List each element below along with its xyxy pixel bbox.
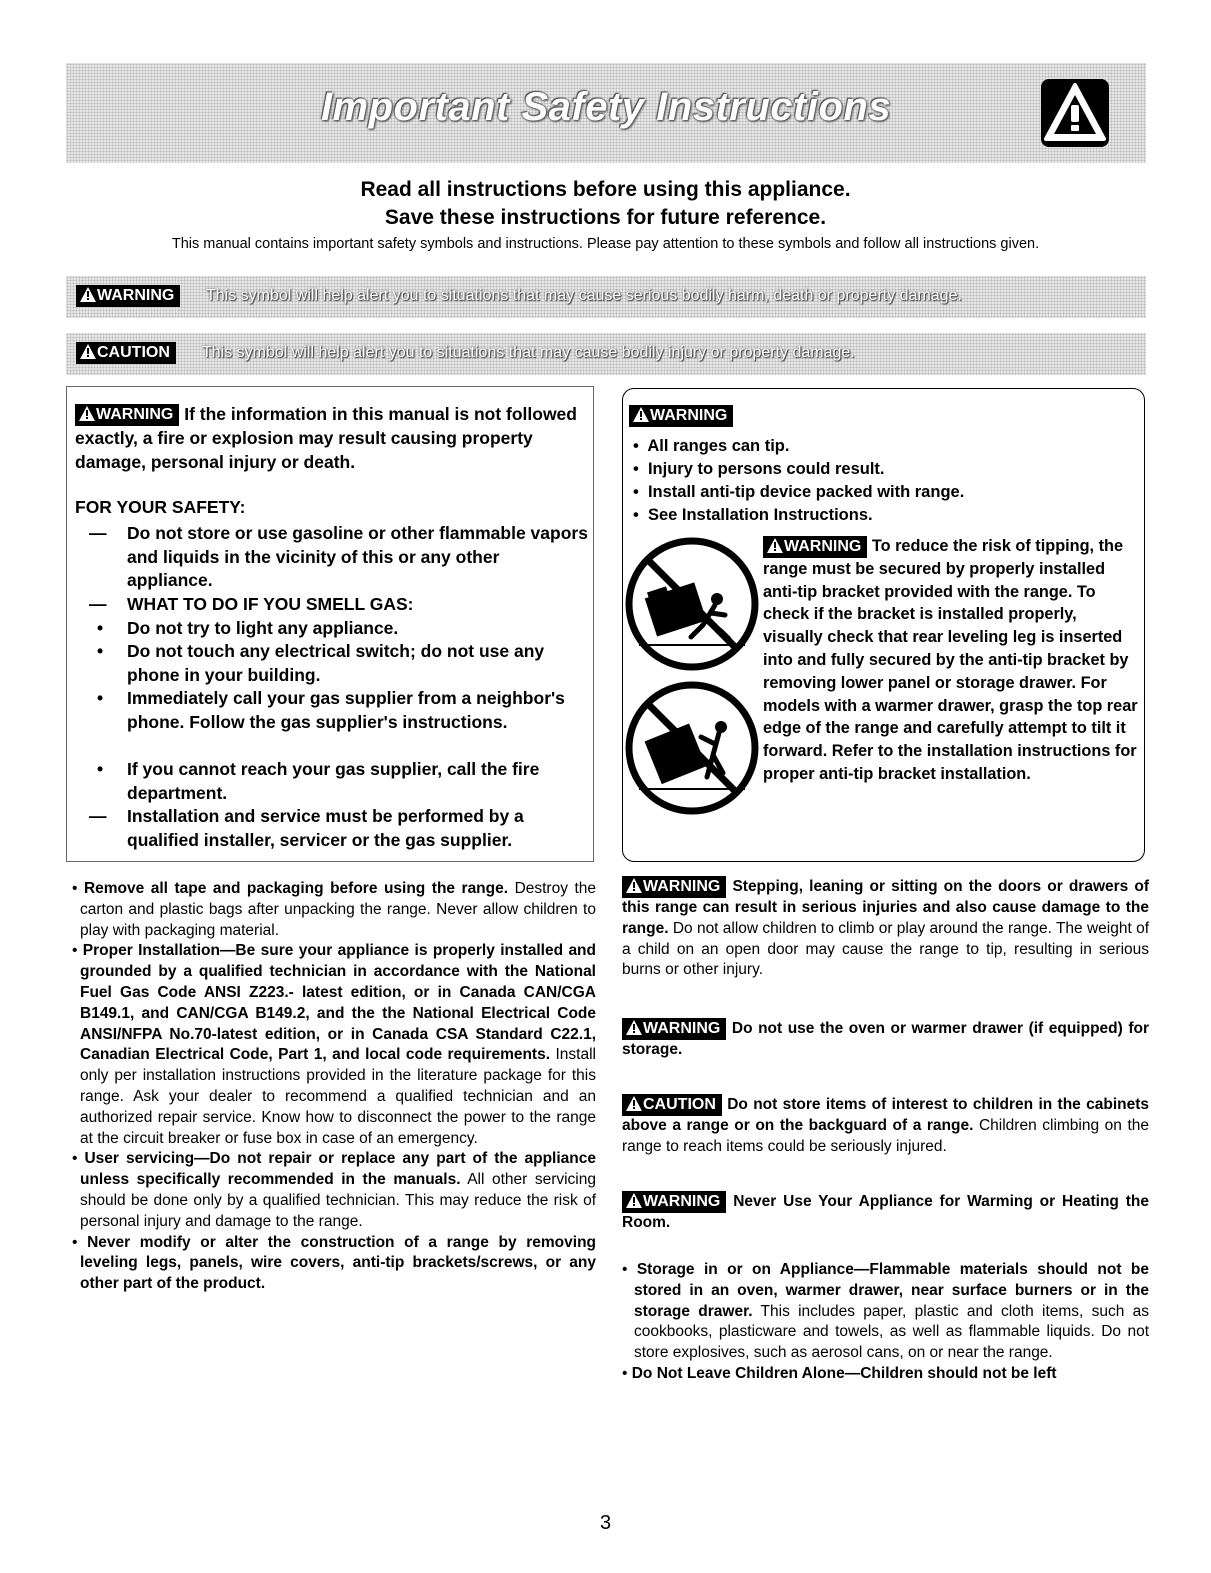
- warning-badge: WARNING: [622, 1018, 726, 1040]
- caution-legend-text: This symbol will help alert you to situations that may cause bodily injury or property damage.: [202, 344, 855, 361]
- warning-triangle-icon: [1041, 79, 1109, 147]
- alert-triangle-icon: [767, 538, 783, 553]
- list-item: • Remove all tape and packaging before using the range. Destroy the carton and plastic bags after unpacking the range. Never allow children to play with packaging material.: [72, 880, 597, 939]
- alert-triangle-icon: [626, 878, 642, 893]
- alert-triangle-icon: [80, 287, 96, 302]
- subtitle-read-instructions: Read all instructions before using this appliance.: [360, 178, 851, 201]
- for-your-safety-heading: FOR YOUR SAFETY:: [75, 497, 246, 517]
- safety-item: — Do not store or use gasoline or other flammable vapors and liquids in the vicinity of this or any other appliance.: [89, 523, 588, 590]
- anti-tip-warning-box: [622, 388, 1145, 862]
- list-item: • User servicing—Do not repair or replace any part of the appliance unless specifically recommended in the manuals. All other servicing should be done only by a qualified technician. This may reduce the risk of personal injury and damage to the range.: [72, 1150, 597, 1230]
- warning-legend-text: This symbol will help alert you to situations that may cause serious bodily harm, death or property damage.: [206, 287, 962, 304]
- alert-triangle-icon: [80, 344, 96, 359]
- safety-item: — WHAT TO DO IF YOU SMELL GAS:: [89, 594, 414, 614]
- list-item: • Install anti-tip device packed with range.: [633, 483, 965, 501]
- list-item: • Never modify or alter the construction of a range by removing leveling legs, panels, wire covers, anti-tip brackets/screws, or any other part of the product.: [72, 1233, 597, 1293]
- caution-badge: CAUTION: [76, 342, 176, 364]
- safety-item: • Do not try to light any appliance.: [97, 618, 399, 638]
- warning-badge: WARNING: [622, 876, 726, 898]
- alert-triangle-icon: [633, 407, 649, 422]
- list-item: • Proper Installation—Be sure your appliance is properly installed and grounded by a qualified technician in accordance with the National Fuel Gas Code ANSI Z223.- latest edition, or in Canada CAN/CGA B149.1, and CAN/CGA B149.2, and the the National Electrical Code ANSI/NFPA No.70-latest edition, or in Canada CSA Standard C22.1, Canadian Electrical Code, Part 1, and local code requirements. Install only per installation instructions provided in the literature package for this range. Ask your dealer to recommend a qualified technician and an authorized repair service. Know how to disconnect the power to the range at the circuit breaker or fuse box in case of an emergency.: [72, 942, 596, 1147]
- title-banner: [66, 63, 1146, 163]
- room-heating-warning: WARNING Never Use Your Appliance for Warming or Heating the Room.: [622, 1193, 1150, 1231]
- safety-item: • If you cannot reach your gas supplier, call the fire department.: [97, 759, 540, 803]
- list-item: • All ranges can tip.: [633, 437, 790, 455]
- alert-triangle-icon: [626, 1020, 642, 1035]
- safety-item: • Immediately call your gas supplier from a neighbor's phone. Follow the gas supplier's instructions.: [97, 688, 565, 732]
- alert-triangle-icon: [79, 406, 95, 421]
- warning-badge: WARNING: [763, 536, 867, 558]
- safety-item: • Do not touch any electrical switch; do not use any phone in your building.: [97, 641, 545, 685]
- anti-tip-bullets: [633, 435, 964, 527]
- anti-tip-instructions: WARNING To reduce the risk of tipping, the range must be secured by properly installed anti-tip bracket provided with the range. To check if the bracket is installed properly, visually check that rear leveling leg is inserted into and fully secured by the anti-tip bracket by removing lower panel or storage drawer. For models with a warmer drawer, grasp the top rear edge of the range and carefully attempt to tilt it forward. Refer to the installation instructions for proper anti-tip bracket installation.: [763, 537, 1138, 783]
- list-item: • Storage in or on Appliance—Flammable materials should not be stored in an oven, warmer drawer, near surface burners or in the storage drawer. This includes paper, plastic and cloth items, such as cookbooks, plasticware and towels, as well as flammable liquids. Do not store explosives, such as aerosol cans, on or near the range.: [622, 1261, 1150, 1362]
- gas-warning-heading: WARNING If the information in this manual is not followed exactly, a fire or explosion may result causing property damage, personal injury or death.: [75, 404, 577, 473]
- warning-badge: WARNING: [622, 1191, 726, 1213]
- gas-safety-box: [66, 386, 594, 862]
- alert-triangle-icon: [626, 1096, 642, 1111]
- stepping-warning: WARNING Stepping, leaning or sitting on the doors or drawers of this range can result in serious injuries and also cause damage to the range. Do not allow children to climb or play around the range. The weight of a child on an open door may cause the range to tip, resulting in serious burns or other injury.: [622, 878, 1150, 979]
- cabinet-caution: CAUTION Do not store items of interest to children in the cabinets above a range or on the backguard of a range. Children climbing on the range to reach items could be seriously injured.: [622, 1096, 1149, 1155]
- page-number: 3: [599, 1512, 612, 1534]
- oven-storage-warning: WARNING Do not use the oven or warmer drawer (if equipped) for storage.: [622, 1020, 1149, 1058]
- caution-badge: CAUTION: [622, 1094, 722, 1116]
- warning-legend-bar: [66, 276, 1146, 318]
- safety-item: — Installation and service must be performed by a qualified installer, servicer or the gas supplier.: [89, 806, 524, 850]
- warning-badge: WARNING: [76, 285, 180, 307]
- right-body-list: [622, 1260, 1149, 1385]
- caution-legend-bar: [66, 333, 1146, 375]
- list-item: • See Installation Instructions.: [633, 506, 873, 524]
- left-body-column: [72, 879, 596, 1295]
- warning-badge: WARNING: [75, 404, 179, 426]
- page-title: Important Safety Instructions: [320, 85, 892, 129]
- list-item: • Injury to persons could result.: [633, 460, 885, 478]
- intro-text: This manual contains important safety symbols and instructions. Please pay attention to these symbols and follow all instructions given.: [171, 236, 1040, 252]
- subtitle-save-instructions: Save these instructions for future reference.: [384, 206, 827, 229]
- no-climbing-on-door-icon: [621, 533, 763, 675]
- range-tipping-hazard-icon: [621, 677, 763, 819]
- list-item: • Do Not Leave Children Alone—Children should not be left: [622, 1364, 1057, 1382]
- alert-triangle-icon: [626, 1193, 642, 1208]
- warning-badge: WARNING: [629, 405, 733, 427]
